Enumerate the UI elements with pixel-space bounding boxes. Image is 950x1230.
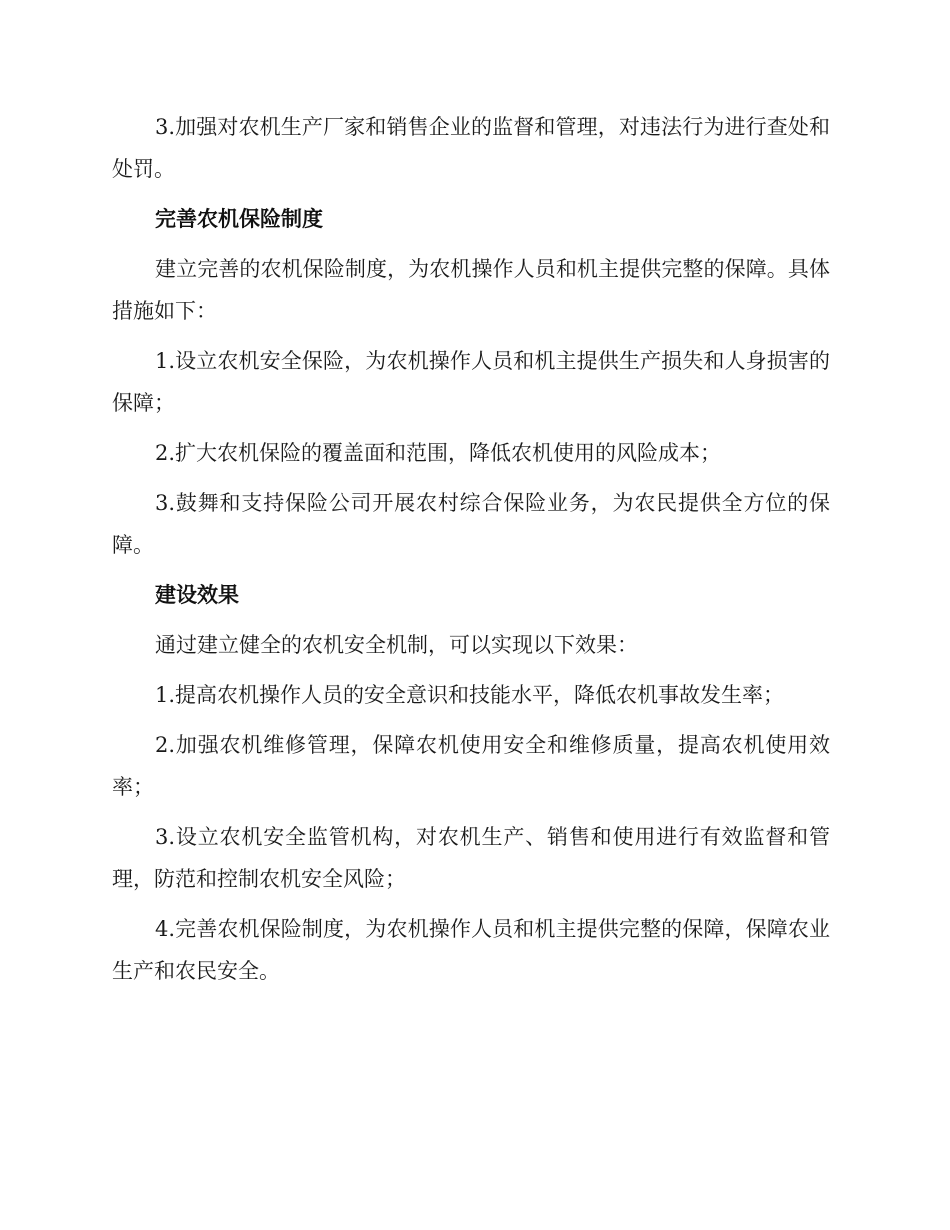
paragraph-effects-item-3: 3.设立农机安全监管机构，对农机生产、销售和使用进行有效监督和管理，防范和控制农机安全风险； [112, 825, 830, 891]
section-heading-insurance: 完善农机保险制度 [155, 207, 323, 231]
paragraph-effects-item-1: 1.提高农机操作人员的安全意识和技能水平，降低农机事故发生率； [155, 683, 785, 707]
paragraph-effects-intro: 通过建立健全的农机安全机制，可以实现以下效果： [155, 633, 638, 657]
paragraph-insurance-intro: 建立完善的农机保险制度，为农机操作人员和机主提供完整的保障。具体措施如下： [112, 257, 830, 323]
document-body [112, 106, 830, 1000]
paragraph-supervision-item-3: 3.加强对农机生产厂家和销售企业的监督和管理，对违法行为进行查处和处罚。 [112, 115, 830, 181]
paragraph-effects-item-4: 4.完善农机保险制度，为农机操作人员和机主提供完整的保障，保障农业生产和农民安全。 [112, 917, 830, 983]
section-heading-effects: 建设效果 [155, 583, 239, 607]
paragraph-effects-item-2: 2.加强农机维修管理，保障农机使用安全和维修质量，提高农机使用效率； [112, 733, 830, 799]
paragraph-insurance-item-1: 1.设立农机安全保险，为农机操作人员和机主提供生产损失和人身损害的保障； [112, 349, 830, 415]
paragraph-insurance-item-3: 3.鼓舞和支持保险公司开展农村综合保险业务，为农民提供全方位的保障。 [112, 491, 830, 557]
paragraph-insurance-item-2: 2.扩大农机保险的覆盖面和范围，降低农机使用的风险成本； [155, 441, 722, 465]
